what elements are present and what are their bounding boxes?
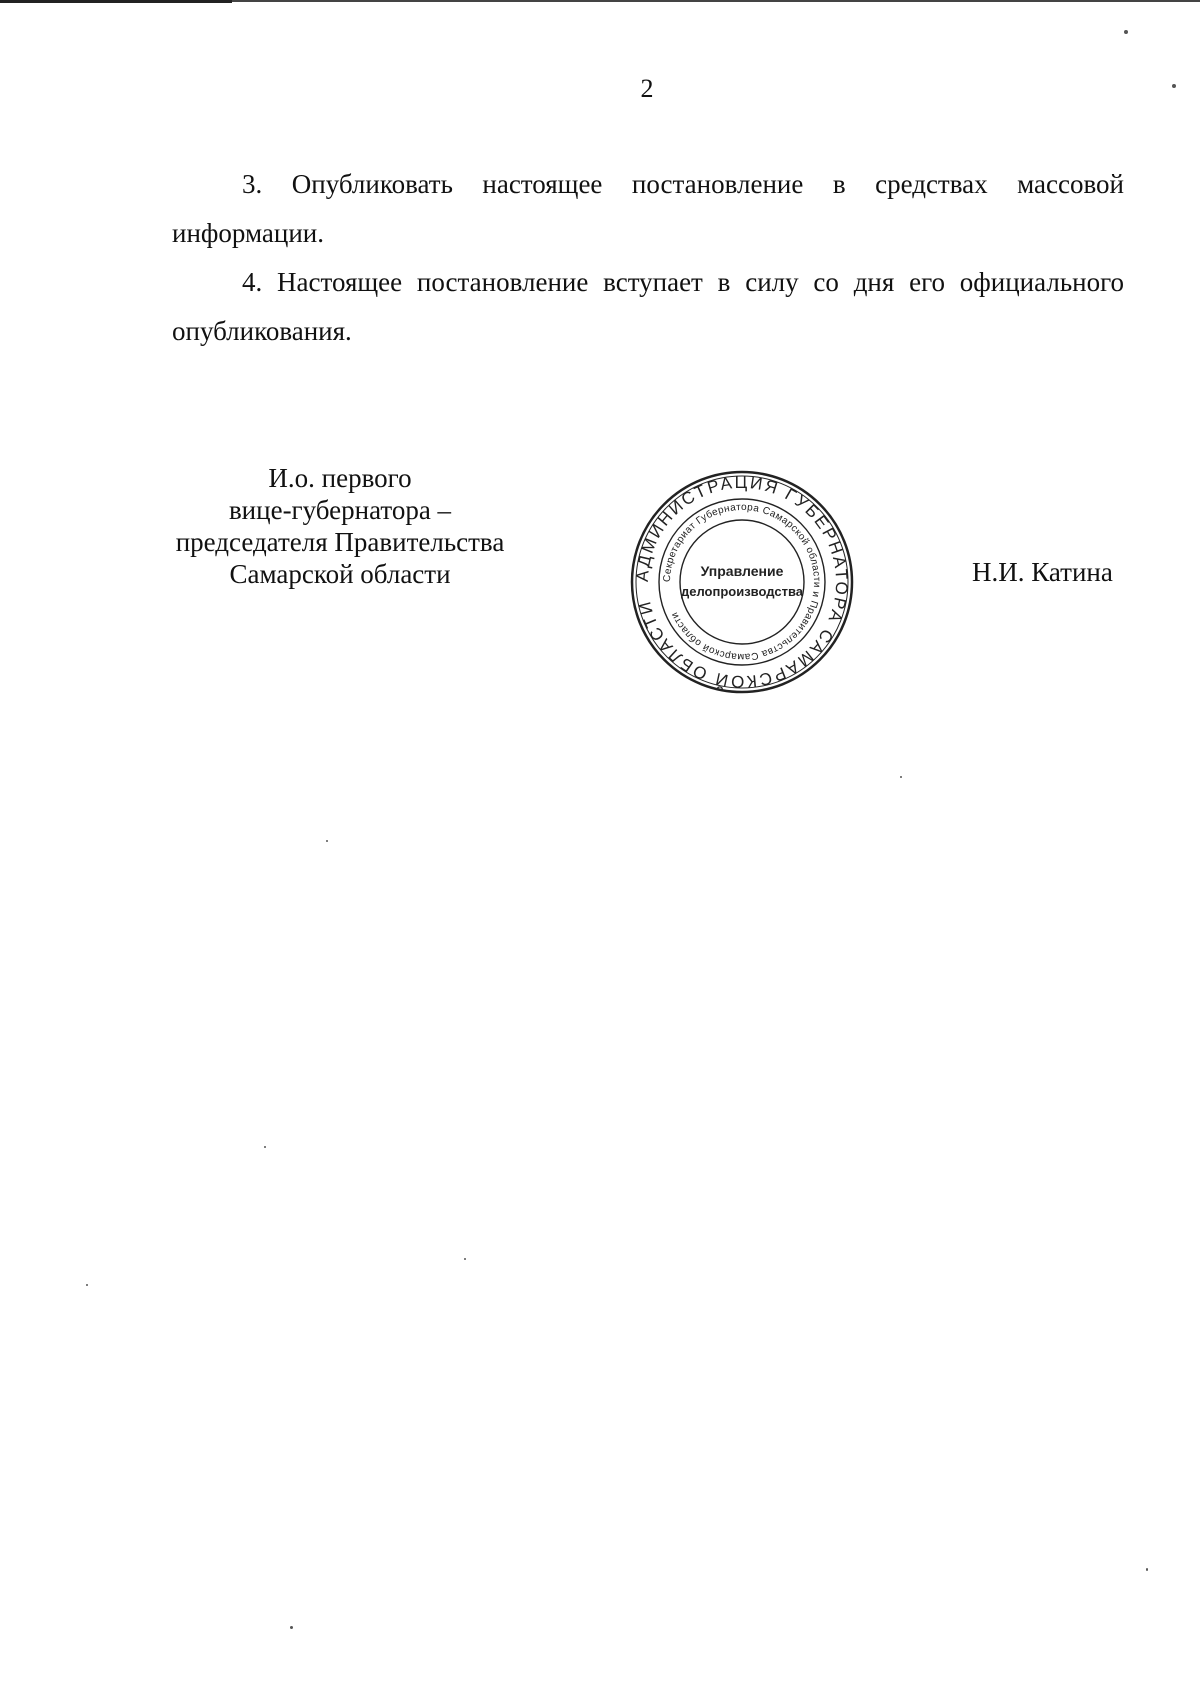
document-body <box>172 160 1124 356</box>
paragraph-effective: 4. Настоящее постановление вступает в силу со дня его официального опубликования. <box>172 267 1124 346</box>
scan-speck <box>264 1146 266 1148</box>
scan-speck <box>900 776 902 778</box>
scan-speck <box>1146 1568 1148 1571</box>
official-seal-stamp <box>628 468 856 696</box>
signer-title-line: Самарской области <box>229 559 451 589</box>
signer-name: Н.И. Катина <box>972 557 1113 587</box>
scan-speck <box>1124 30 1128 34</box>
signer-title-line: И.о. первого <box>268 463 412 493</box>
scan-speck <box>290 1626 293 1629</box>
seal-center-line-2: делопроизводства <box>680 584 804 599</box>
scan-speck <box>326 840 328 842</box>
seal-outer-text-path: АДМИНИСТРАЦИЯ ГУБЕРНАТОРА САМАРСКОЙ ОБЛАСТИ <box>632 472 852 692</box>
seal-inner-text-path: Секретариат Губернатора Самарской области и Правительства Самарской области <box>661 501 823 663</box>
paragraph-publish: 3. Опубликовать настоящее постановление в средствах массовой информации. <box>172 169 1124 248</box>
top-edge-mark <box>0 0 232 3</box>
page-number: 2 <box>640 74 654 103</box>
seal-inner-ring <box>680 520 804 644</box>
signer-title-line: вице-губернатора – <box>228 495 452 525</box>
seal-inner-text <box>662 502 822 662</box>
seal-middle-ring <box>659 499 825 665</box>
seal-center-line-1: Управление <box>700 563 784 579</box>
scan-speck <box>86 1284 88 1286</box>
signer-title <box>140 462 540 590</box>
scan-speck <box>1172 84 1176 88</box>
scan-speck <box>464 1258 466 1260</box>
signer-title-line: председателя Правительства <box>175 527 505 557</box>
